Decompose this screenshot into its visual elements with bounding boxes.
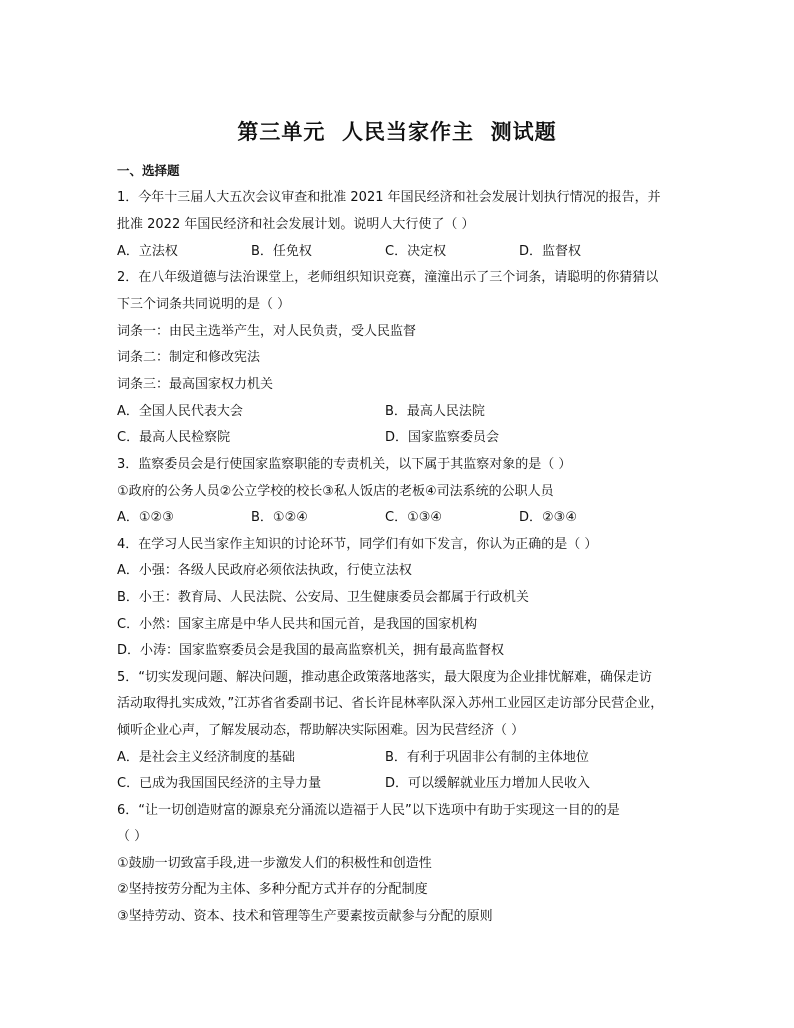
q2-option-d: D．国家监察委员会: [385, 430, 500, 445]
q1-stem-line1: 1．今年十三届人大五次会议审查和批准 2021 年国民经济和社会发展计划执行情况的报告，并: [117, 190, 661, 205]
q6-item-2: ②坚持按劳分配为主体、多种分配方式并存的分配制度: [117, 882, 428, 897]
q2-stem-line1: 2．在八年级道德与法治课堂上，老师组织知识竞赛，潼潼出示了三个词条，请聪明的你猜猜以: [117, 270, 659, 285]
section-heading: 一、选择题: [117, 163, 180, 178]
q4-option-a: A．小强：各级人民政府必须依法执政，行使立法权: [117, 563, 412, 578]
q6-stem-line2: （ ）: [117, 829, 148, 844]
q2-option-a: A．全国人民代表大会: [117, 404, 243, 419]
q1-option-b: B．任免权: [251, 244, 312, 259]
q4-option-b: B．小王：教育局、人民法院、公安局、卫生健康委员会都属于行政机关: [117, 590, 529, 605]
q1-option-a: A．立法权: [117, 244, 178, 259]
q3-option-a: A．①②③: [117, 510, 174, 525]
q1-option-c: C．决定权: [385, 244, 447, 259]
q3-option-b: B．①②④: [251, 510, 308, 525]
q2-entry-3: 词条三：最高国家权力机关: [117, 377, 274, 392]
q5-stem-line1: 5．“切实发现问题、解决问题，推动惠企政策落地落实，最大限度为企业排忧解难，确保走访: [117, 670, 653, 685]
q3-stem-line1: 3．监察委员会是行使国家监察职能的专责机关，以下属于其监察对象的是（ ）: [117, 457, 572, 472]
q1-stem-line2: 批准 2022 年国民经济和社会发展计划。说明人大行使了（ ）: [117, 217, 475, 232]
q6-item-3: ③坚持劳动、资本、技术和管理等生产要素按贡献参与分配的原则: [117, 909, 493, 924]
q4-option-c: C．小然：国家主席是中华人民共和国元首，是我国的国家机构: [117, 617, 478, 632]
q5-option-b: B．有利于巩固非公有制的主体地位: [385, 750, 589, 765]
q2-stem-line2: 下三个词条共同说明的是（ ）: [117, 297, 291, 312]
q3-option-c: C．①③④: [385, 510, 443, 525]
q5-stem-line2: 活动取得扎实成效，”江苏省省委副书记、省长许昆林率队深入苏州工业园区走访部分民营企业，: [117, 696, 664, 711]
q3-option-d: D．②③④: [519, 510, 577, 525]
q2-entry-2: 词条二：制定和修改宪法: [117, 350, 261, 365]
q5-stem-line3: 倾听企业心声，了解发展动态，帮助解决实际困难。因为民营经济（ ）: [117, 723, 525, 738]
q2-entry-1: 词条一：由民主选举产生，对人民负责，受人民监督: [117, 324, 417, 339]
q2-option-b: B．最高人民法院: [385, 404, 485, 419]
page-title: 第三单元 人民当家作主 测试题: [237, 119, 557, 144]
q2-option-c: C．最高人民检察院: [117, 430, 231, 445]
q3-items: ①政府的公务人员②公立学校的校长③私人饭店的老板④司法系统的公职人员: [117, 484, 554, 499]
q5-option-c: C．已成为我国国民经济的主导力量: [117, 776, 322, 791]
q1-option-d: D．监督权: [519, 244, 582, 259]
q6-item-1: ①鼓励一切致富手段,进一步激发人们的积极性和创造性: [117, 856, 432, 871]
q4-stem-line1: 4．在学习人民当家作主知识的讨论环节，同学们有如下发言，你认为正确的是（ ）: [117, 537, 598, 552]
q6-stem-line1: 6．“让一切创造财富的源泉充分涌流以造福于人民”以下选项中有助于实现这一目的的是: [117, 803, 620, 818]
q5-option-a: A．是社会主义经济制度的基础: [117, 750, 295, 765]
q4-option-d: D．小涛：国家监察委员会是我国的最高监察机关，拥有最高监督权: [117, 643, 505, 658]
q5-option-d: D．可以缓解就业压力增加人民收入: [385, 776, 591, 791]
